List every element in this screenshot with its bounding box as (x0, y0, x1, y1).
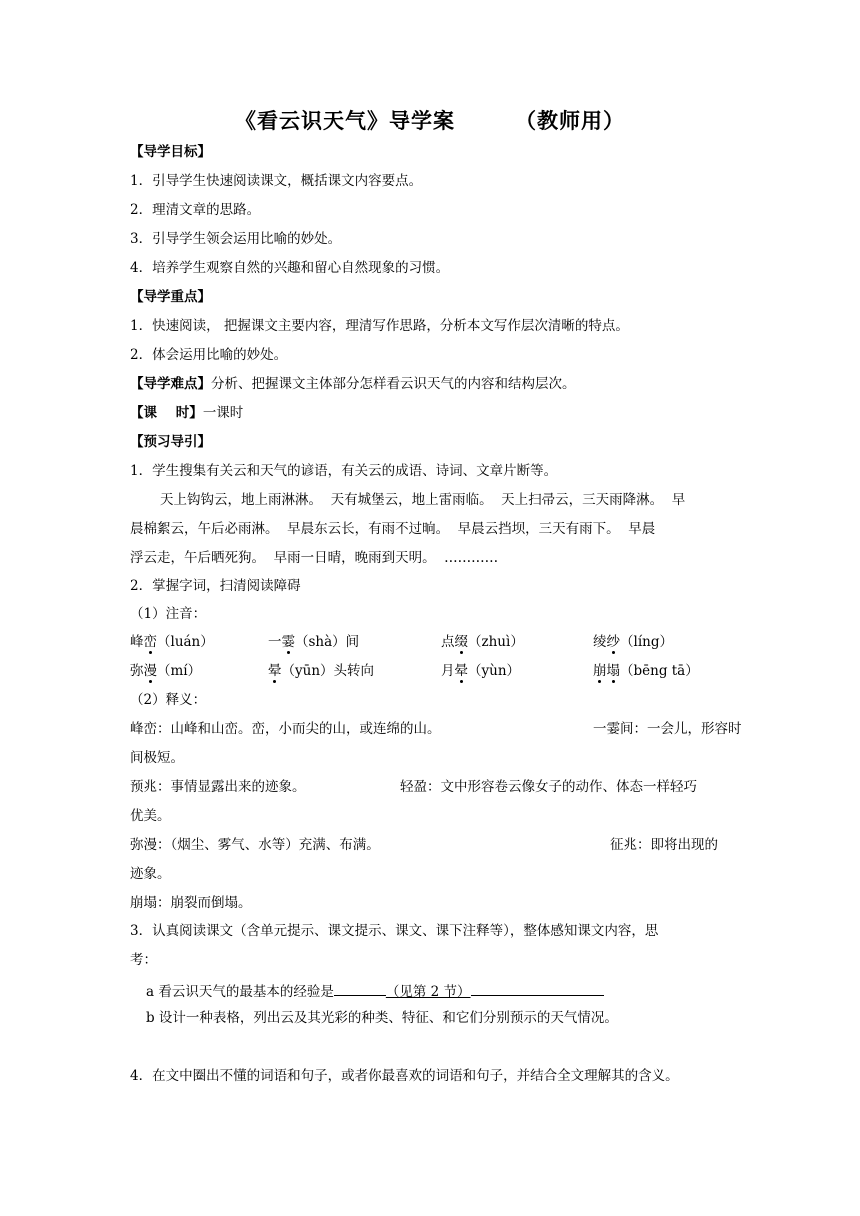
difficulty-heading: 【导学难点】 (130, 376, 211, 392)
page-title (0, 105, 860, 135)
pinyin-entry: 一霎（shà）间 (268, 634, 360, 650)
preview-item-4: 4．在文中圈出不懂的词语和句子，或者你最喜欢的词语和句子，并结合全文理解其的含义。 (130, 1068, 679, 1084)
preview-item-3: 3．认真阅读课文（含单元提示、课文提示、课文、课下注释等），整体感知课文内容，思 (130, 923, 659, 939)
saying-line: 天上钩钩云，地上雨淋淋。 天有城堡云，地上雷雨临。 天上扫帚云，三天雨降淋。 早 (160, 492, 686, 508)
pinyin-heading: （1）注音： (130, 606, 207, 622)
meaning-heading: （2）释义： (130, 692, 207, 708)
pinyin-entry: 弥漫（mí） (130, 663, 202, 679)
goal-item: 4．培养学生观察自然的兴趣和留心自然现象的习惯。 (130, 260, 450, 276)
period-text: 一课时 (202, 405, 244, 421)
meaning-entry: 崩塌：崩裂而倒塌。 (130, 895, 252, 911)
period-line (130, 403, 243, 423)
goal-item: 3．引导学生领会运用比喻的妙处。 (130, 231, 342, 247)
meaning-entry: 峰峦：山峰和山峦。峦，小而尖的山，或连绵的山。 (130, 721, 441, 737)
pinyin-entry: 峰峦（luán） (130, 634, 214, 650)
answer-blank (471, 979, 604, 996)
focus-item: 1．快速阅读， 把握课文主要内容，理清写作思路，分析本文写作层次清晰的特点。 (130, 318, 629, 334)
goals-heading: 【导学目标】 (130, 144, 211, 160)
pinyin-entry: 晕（yūn）头转向 (268, 663, 375, 679)
difficulty-text: 分析、把握课文主体部分怎样看云识天气的内容和结构层次。 (211, 376, 576, 392)
meaning-entry: 优美。 (130, 808, 171, 824)
title-role: （教师用） (515, 108, 625, 133)
answer-blank (334, 979, 386, 996)
focus-heading: 【导学重点】 (130, 289, 211, 305)
meaning-entry: 迹象。 (130, 866, 171, 882)
meaning-entry: 预兆：事情显露出来的迹象。 (130, 779, 306, 795)
period-heading: 【课 时】 (130, 405, 203, 421)
focus-item: 2．体会运用比喻的妙处。 (130, 347, 288, 363)
meaning-entry: 间极短。 (130, 750, 184, 766)
meaning-entry: 一霎间：一会儿，形容时 (593, 721, 742, 737)
title-main: 《看云识天气》导学案 (235, 108, 455, 133)
preview-heading: 【预习导引】 (130, 434, 211, 450)
preview-item-2: 2．掌握字词，扫清阅读障碍 (130, 578, 301, 594)
goal-item: 1．引导学生快速阅读课文，概括课文内容要点。 (130, 173, 423, 189)
goal-item: 2．理清文章的思路。 (130, 202, 261, 218)
pinyin-entry: 崩塌（bēng tā） (593, 663, 699, 679)
preview-item-3-cont: 考： (130, 952, 157, 968)
meaning-entry: 弥漫：（烟尘、雾气、水等）充满、布满。 (130, 837, 380, 853)
preview-item-1: 1．学生搜集有关云和天气的谚语，有关云的成语、诗词、文章片断等。 (130, 463, 558, 479)
meaning-entry: 轻盈：文中形容卷云像女子的动作、体态一样轻巧 (400, 779, 697, 795)
pinyin-entry: 点缀（zhuì） (441, 634, 524, 650)
pinyin-entry: 绫纱（líng） (593, 634, 673, 650)
saying-line: 晨棉絮云，午后必雨淋。 早晨东云长，有雨不过晌。 早晨云挡坝，三天有雨下。 早晨 (130, 521, 656, 537)
question-a: a 看云识天气的最基本的经验是 （见第 2 节） (146, 979, 604, 1002)
question-b: b 设计一种表格，列出云及其光彩的种类、特征、和它们分别预示的天气情况。 (146, 1010, 618, 1026)
meaning-entry: 征兆：即将出现的 (610, 837, 718, 853)
saying-line: 浮云走，午后晒死狗。 早雨一日晴，晚雨到天明。 ………… (130, 550, 499, 566)
difficulty-line (130, 374, 576, 394)
pinyin-entry: 月晕（yùn） (441, 663, 521, 679)
